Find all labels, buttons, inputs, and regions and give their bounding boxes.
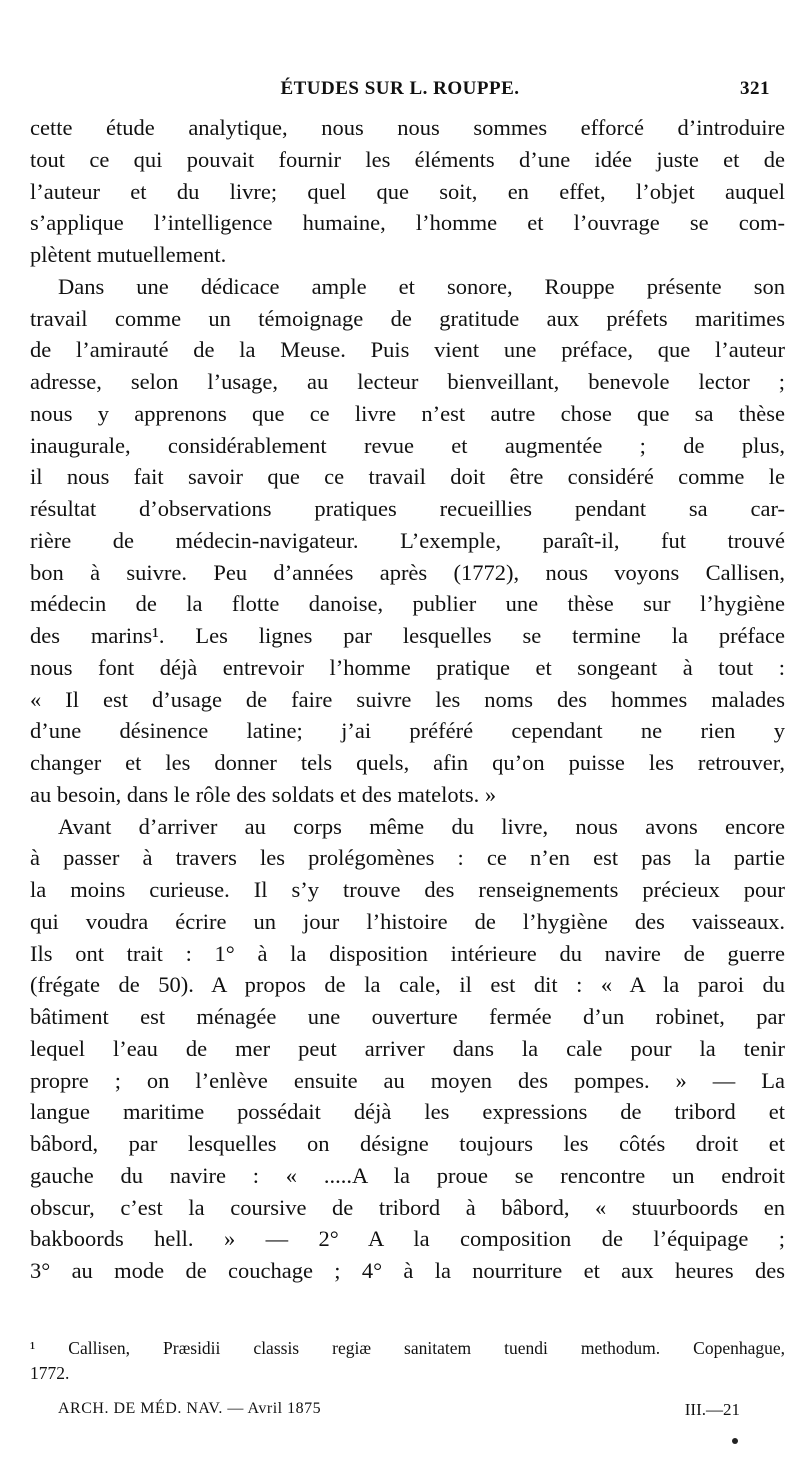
footnote-line: 1772. xyxy=(30,1363,70,1383)
text-line: s’applique l’intelligence humaine, l’homme et l’ouvrage se com- xyxy=(30,210,785,236)
text-line: au besoin, dans le rôle des soldats et des matelots. » xyxy=(30,781,497,807)
text-line: inaugurale, considérablement revue et augmentée ; de plus, xyxy=(30,432,785,458)
text-line: bâbord, par lesquelles on désigne toujours les côtés droit et xyxy=(30,1131,785,1156)
text-line: changer et les donner tels quels, afin qu’on puisse les retrouver, xyxy=(30,750,785,775)
text-line: bakboords hell. » — 2° A la composition de l’équipage ; xyxy=(30,1226,785,1252)
text-line: tout ce qui pouvait fournir les éléments d’une idée juste et de xyxy=(30,146,785,172)
text-line: gauche du navire : « .....A la proue se rencontre un endroit xyxy=(30,1162,785,1188)
text-line: propre ; on l’enlève ensuite au moyen des pompes. » — La xyxy=(30,1067,785,1093)
text-line: « Il est d’usage de faire suivre les noms des hommes malades xyxy=(30,686,785,712)
text-line: à passer à travers les prolégomènes : ce n’en est pas la partie xyxy=(30,845,785,871)
text-line: nous y apprenons que ce livre n’est autre chose que sa thèse xyxy=(30,400,785,426)
text-line: obscur, c’est la coursive de tribord à bâbord, « stuurboords en xyxy=(30,1194,785,1220)
body-text xyxy=(30,112,785,1287)
text-line: la moins curieuse. Il s’y trouve des renseignements précieux pour xyxy=(30,877,785,902)
text-line: 3° au mode de couchage ; 4° à la nourriture et aux heures des xyxy=(30,1258,785,1283)
text-line: l’auteur et du livre; quel que soit, en effet, l’objet auquel xyxy=(30,178,785,204)
text-line: bon à suivre. Peu d’années après (1772), nous voyons Callisen, xyxy=(30,559,785,585)
text-line: lequel l’eau de mer peut arriver dans la cale pour la tenir xyxy=(30,1035,785,1061)
footnotes xyxy=(30,1336,785,1386)
text-line: plètent mutuellement. xyxy=(30,242,227,267)
text-line: il nous fait savoir que ce travail doit être considéré comme le xyxy=(30,464,785,490)
text-line: de l’amirauté de la Meuse. Puis vient une préface, que l’auteur xyxy=(30,337,785,363)
text-line: adresse, selon l’usage, au lecteur bienveillant, benevole lector ; xyxy=(30,369,785,394)
footnote-line: ¹ Callisen, Præsidii classis regiæ sanitatem tuendi methodum. Copenhague, xyxy=(30,1338,785,1358)
text-line: rière de médecin-navigateur. L’exemple, paraît-il, fut trouvé xyxy=(30,527,785,553)
text-line: Ils ont trait : 1° à la disposition intérieure du navire de guerre xyxy=(30,940,785,966)
text-line: résultat d’observations pratiques recueillies pendant sa car- xyxy=(30,496,785,521)
ink-dot xyxy=(732,1438,738,1444)
text-line: d’une désinence latine; j’ai préféré cependant ne rien y xyxy=(30,718,785,744)
sheet-signature: III.—21 xyxy=(684,1400,740,1419)
text-line: travail comme un témoignage de gratitude aux préfets maritimes xyxy=(30,305,785,331)
text-line: cette étude analytique, nous nous sommes efforcé d’introduire xyxy=(30,115,785,140)
journal-signature: ARCH. DE MÉD. NAV. — Avril 1875 xyxy=(58,1400,322,1417)
text-line: des marins¹. Les lignes par lesquelles se termine la préface xyxy=(30,623,785,648)
page-footer xyxy=(58,1400,740,1430)
text-line: médecin de la flotte danoise, publier une thèse sur l’hygiène xyxy=(30,591,785,617)
running-title: ÉTUDES SUR L. ROUPPE. xyxy=(280,78,520,99)
running-header xyxy=(0,78,800,108)
text-line: Avant d’arriver au corps même du livre, nous avons encore xyxy=(58,813,785,839)
text-line: qui voudra écrire un jour l’histoire de l’hygiène des vaisseaux. xyxy=(30,908,785,934)
text-line: Dans une dédicace ample et sonore, Rouppe présente son xyxy=(58,273,785,299)
text-line: langue maritime possédait déjà les expressions de tribord et xyxy=(30,1099,785,1125)
text-line: (frégate de 50). A propos de la cale, il est dit : « A la paroi du xyxy=(30,972,785,998)
text-line: bâtiment est ménagée une ouverture fermée d’un robinet, par xyxy=(30,1004,785,1029)
text-line: nous font déjà entrevoir l’homme pratique et songeant à tout : xyxy=(30,654,785,680)
page-number: 321 xyxy=(740,78,770,99)
